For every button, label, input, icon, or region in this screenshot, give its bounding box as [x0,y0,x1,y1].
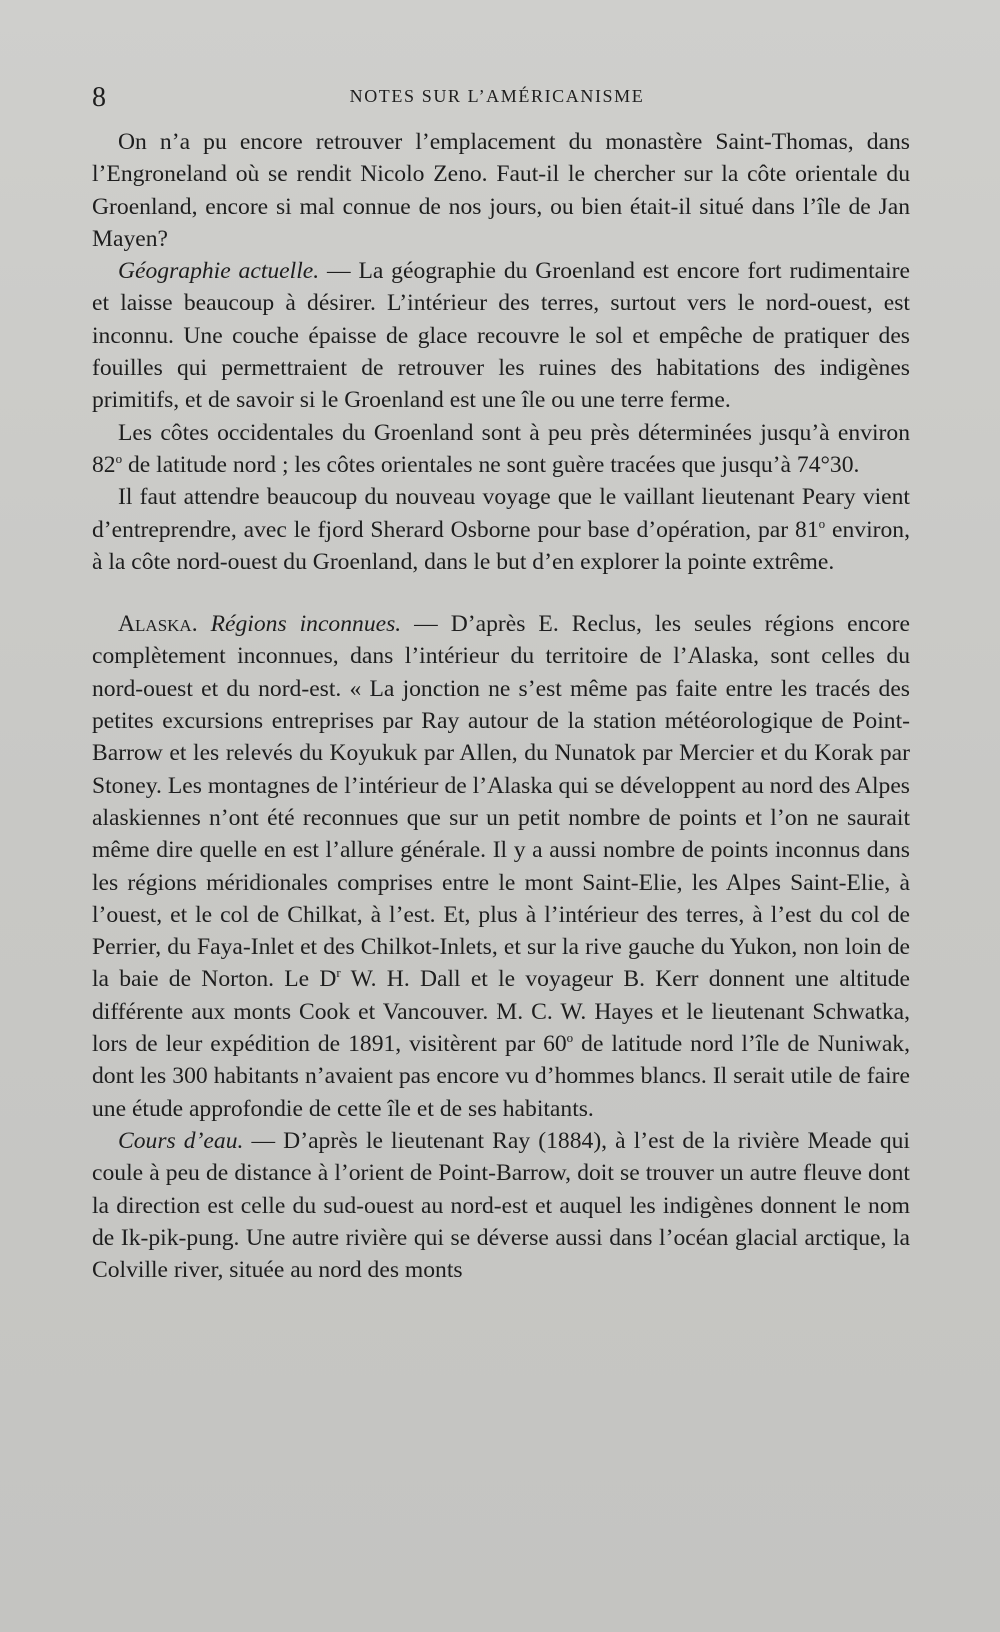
body-text [92,126,910,1286]
paragraph-peary [92,481,910,578]
paragraph-geographie [92,255,910,416]
paragraph-cours-deau [92,1125,910,1286]
doctor-superscript: r [336,965,341,981]
paragraph-cotes [92,417,910,482]
section-label-alaska: Alaska. [118,611,198,638]
running-title: NOTES SUR L’AMÉRICANISME [349,86,645,106]
degree-superscript: o [818,515,826,531]
paragraph-alaska-text-a: — D’après E. Reclus, les seules régions encore complètement inconnues, dans l’intérieur du territoire de l’Alaska, sont celles du nord-ouest et du nord-est. « La jonction ne s’est même pas faite entre les tracés des petites excursions entreprises par Ray autour de la station météorologique de Point-Barrow et les relevés du Koyukuk par Allen, du Nunatok par Mercier et du Korak par Stoney. Les montagnes de l’intérieur de l’Alaska qui se développent au nord des Alpes alaskiennes n’ont été reconnues que sur un petit nombre de points et l’on ne saurait même dire quelle en est l’allure générale. Il y a aussi nombre de points inconnus dans les régions méridionales comprises entre le mont Saint-Elie, les Alpes Saint-Elie, à l’ouest, et le col de Chilkat, à l’est. Et, plus à l’intérieur des terres, à l’est du col de Perrier, du Faya-Inlet et des Chilkot-Inlets, et sur la rive gauche du Yukon, non loin de la baie de Norton. Le D [92,611,910,993]
paragraph-cotes-text-a: Les côtes occidentales du Groenland sont à peu près déterminées jusqu’à environ 82 [92,419,910,478]
paragraph-alaska [92,608,910,1125]
section-heading-regions: Régions inconnues. [210,611,402,638]
page-number: 8 [92,82,106,113]
paragraph-cotes-text-b: de latitude nord ; les côtes orientales ne sont guère tracées que jusqu’à 74°30. [122,451,860,478]
section-heading-geographie: Géographie actuelle. [118,258,320,285]
degree-superscript: o [115,450,123,466]
paragraph-monastere: On n’a pu encore retrouver l’emplacement du monastère Saint-Thomas, dans l’Engroneland où se rendit Nicolo Zeno. Faut-il le chercher sur la côte orientale du Groenland, encore si mal connue de nos jours, ou bien était-il situé dans l’île de Jan Mayen? [92,129,910,252]
paragraph-alaska-text-c: de latitude nord l’île de Nuniwak, dont les 300 habitants n’avaient pas encore vu d’hommes blancs. Il serait utile de faire une étude approfondie de cette île et de ses habitants. [92,1031,910,1122]
page-header [92,80,902,116]
paragraph-geographie-text: — La géographie du Groenland est encore fort rudimentaire et laisse beaucoup à désirer. L’intérieur des terres, surtout vers le nord-ouest, est inconnu. Une couche épaisse de glace recouvre le sol et empêche de pratiquer des fouilles qui permettraient de retrouver les ruines des habitations des indigènes primitifs, et de savoir si le Groenland est une île ou une terre ferme. [92,258,910,414]
degree-superscript: o [566,1030,574,1046]
section-heading-cours-deau: Cours d’eau. [118,1127,244,1154]
paragraph-cours-deau-text: — D’après le lieutenant Ray (1884), à l’est de la rivière Meade qui coule à peu de distance à l’orient de Point-Barrow, doit se trouver un autre fleuve dont la direction est celle du sud-ouest au nord-est et auquel les indigènes donnent le nom de Ik-pik-pung. Une autre rivière qui se déverse aussi dans l’océan glacial arctique, la Colville river, située au nord des monts [92,1127,910,1284]
paragraph-peary-text-b: environ, à la côte nord-ouest du Groenland, dans le but d’en explorer la pointe extrême. [92,516,910,575]
paragraph-peary-text-a: Il faut attendre beaucoup du nouveau voyage que le vaillant lieutenant Peary vient d’entreprendre, avec le fjord Sherard Osborne pour base d’opération, par 81 [92,484,910,543]
paragraph-alaska-text-b: W. H. Dall et le voyageur B. Kerr donnent une altitude différente aux monts Cook et Vancouver. M. C. W. Hayes et le lieutenant Schwatka, lors de leur expédition de 1891, visitèrent par 60 [92,966,910,1058]
